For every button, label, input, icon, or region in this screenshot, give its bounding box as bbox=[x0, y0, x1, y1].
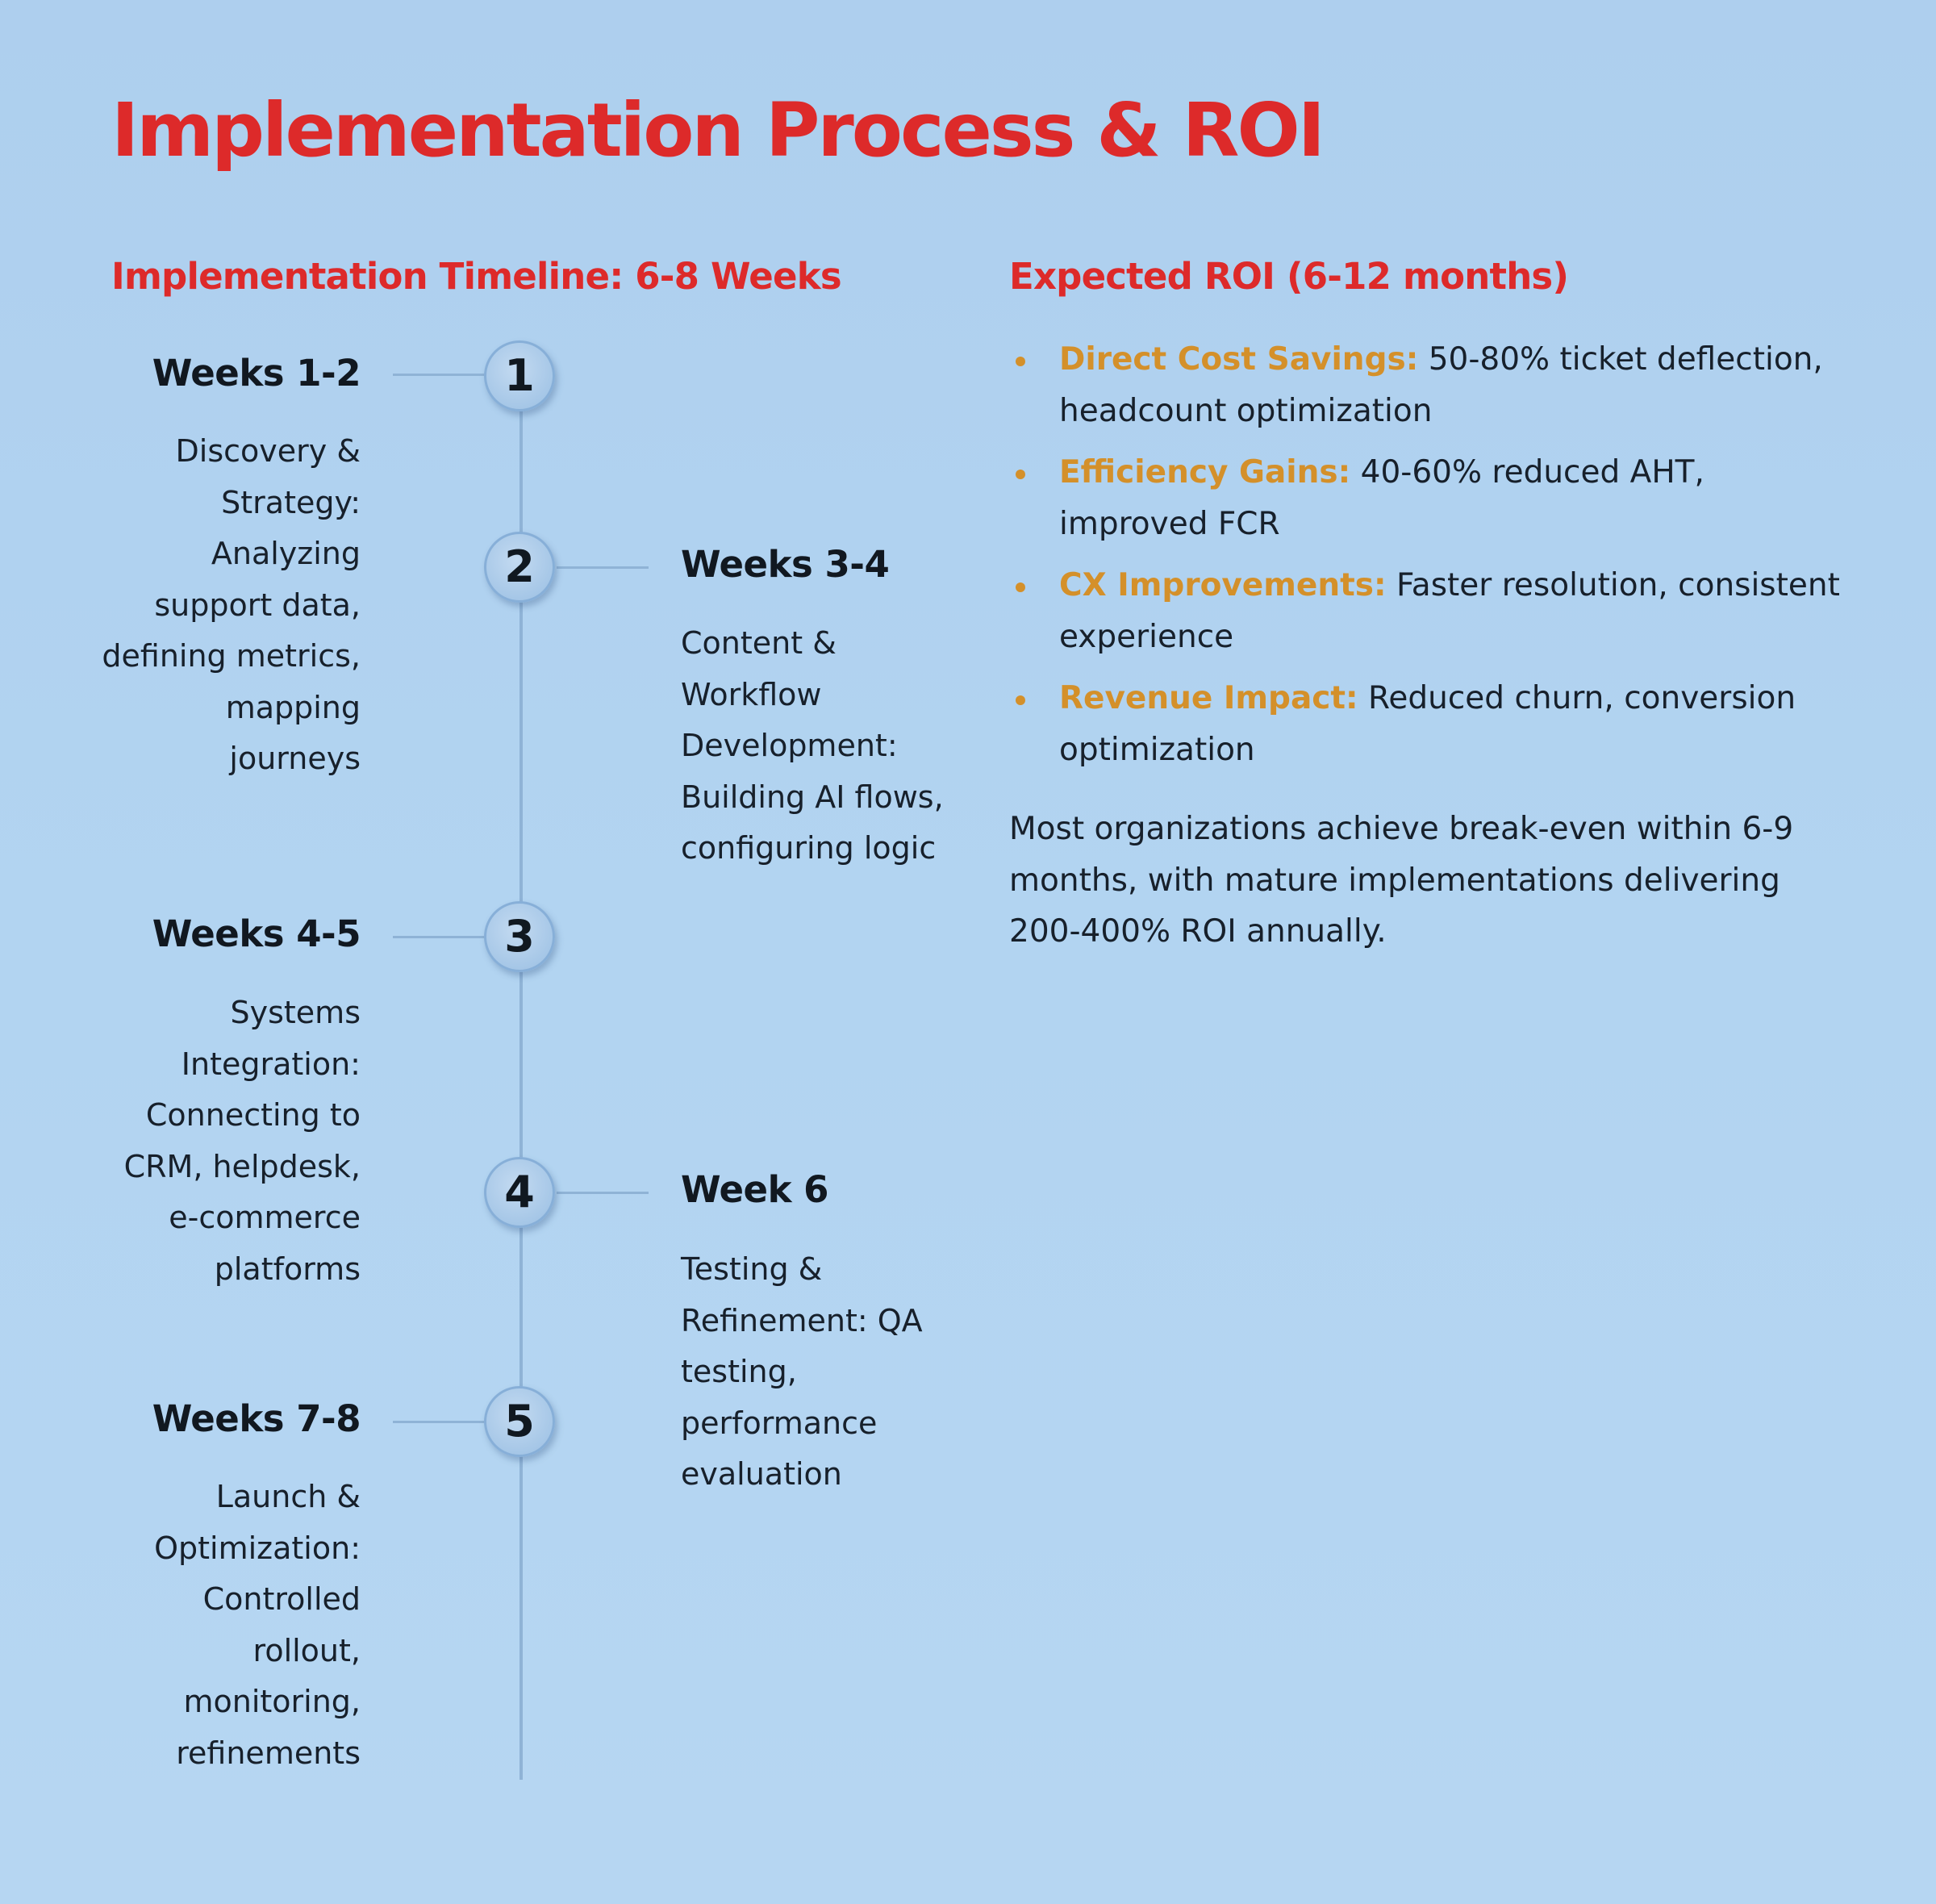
bullet-icon bbox=[1016, 357, 1025, 366]
step-description: Systems Integration: Connecting to CRM, helpdesk, e-commerce platforms bbox=[123, 995, 361, 1287]
step-connector bbox=[393, 1421, 485, 1423]
step-title: Weeks 7-8 bbox=[152, 1397, 361, 1440]
step-connector bbox=[393, 936, 485, 938]
step-description: Launch & Optimization: Controlled rollout, monitoring, refinements bbox=[154, 1479, 361, 1771]
step-number: 3 bbox=[504, 911, 535, 962]
roi-item-text: Reduced churn, conversion optimization bbox=[1059, 680, 1796, 768]
step-number-badge bbox=[484, 901, 555, 972]
step-number: 5 bbox=[504, 1396, 535, 1447]
step-description: Testing & Refinement: QA testing, performance evaluation bbox=[681, 1251, 923, 1492]
roi-heading: Expected ROI (6-12 months) bbox=[1009, 255, 1569, 298]
roi-item-label: Revenue Impact: bbox=[1059, 680, 1358, 716]
step-number: 4 bbox=[504, 1167, 535, 1217]
roi-item-label: Direct Cost Savings: bbox=[1059, 341, 1419, 378]
step-number: 2 bbox=[504, 541, 535, 592]
step-title: Weeks 4-5 bbox=[152, 912, 361, 955]
roi-item bbox=[1009, 334, 1848, 436]
step-title: Weeks 1-2 bbox=[152, 352, 361, 395]
step-number-badge bbox=[484, 340, 555, 411]
step-title: Weeks 3-4 bbox=[681, 543, 890, 586]
roi-summary: Most organizations achieve break-even within 6-9 months, with mature implementations delivering 200-400% ROI annually. bbox=[1009, 811, 1794, 950]
step-connector bbox=[557, 1192, 649, 1194]
bullet-icon bbox=[1016, 695, 1025, 705]
step-connector bbox=[557, 566, 649, 569]
roi-item bbox=[1009, 447, 1848, 549]
step-number-badge bbox=[484, 1157, 555, 1228]
bullet-icon bbox=[1016, 582, 1025, 592]
roi-item-text: Faster resolution, consistent experience bbox=[1059, 567, 1840, 655]
step-number: 1 bbox=[504, 350, 535, 401]
roi-item bbox=[1009, 673, 1848, 775]
step-number-badge bbox=[484, 532, 555, 603]
step-title: Week 6 bbox=[681, 1168, 828, 1211]
roi-item-label: CX Improvements: bbox=[1059, 567, 1387, 603]
page-title: Implementation Process & ROI bbox=[111, 87, 1323, 173]
roi-item-text: 40-60% reduced AHT, improved FCR bbox=[1059, 454, 1704, 542]
roi-item-text: 50-80% ticket deflection, headcount optimization bbox=[1059, 341, 1823, 429]
roi-item bbox=[1009, 560, 1848, 662]
step-connector bbox=[393, 374, 485, 376]
bullet-icon bbox=[1016, 470, 1025, 479]
step-description: Content & Workflow Development: Building AI flows, configuring logic bbox=[681, 625, 944, 866]
roi-item-label: Efficiency Gains: bbox=[1059, 454, 1351, 491]
timeline-heading: Implementation Timeline: 6-8 Weeks bbox=[111, 255, 841, 298]
step-description: Discovery & Strategy: Analyzing support data, defining metrics, mapping journeys bbox=[102, 433, 361, 776]
roi-list bbox=[1009, 334, 1848, 786]
step-number-badge bbox=[484, 1386, 555, 1457]
